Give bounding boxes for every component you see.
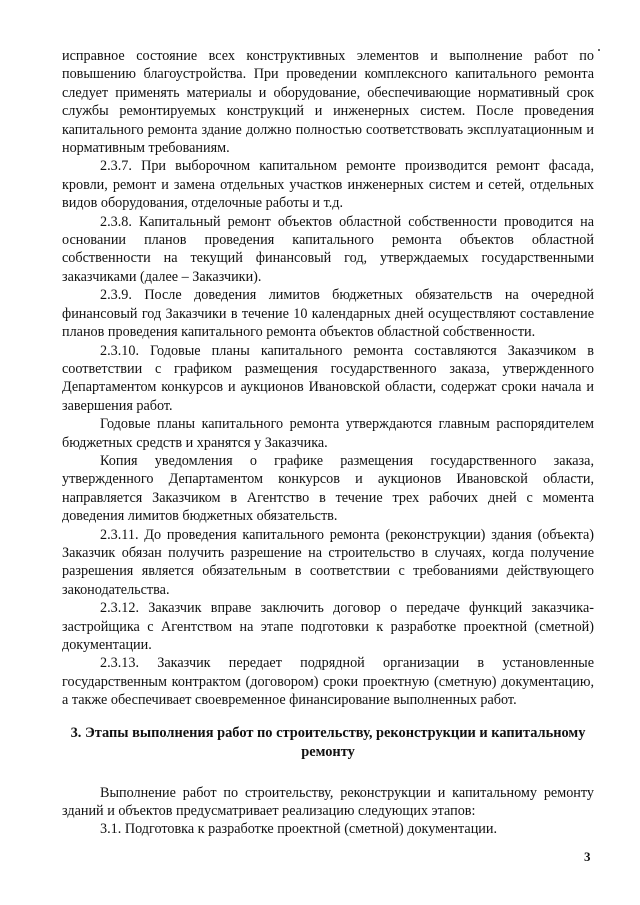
paragraph-2-3-12: 2.3.12. Заказчик вправе заключить договор о передаче функций заказчика-застройщика с Агентством на этапе подготовки к разработке проектной (сметной) документации. xyxy=(62,600,594,653)
page-number: 3 xyxy=(584,849,591,864)
paragraph-2-3-11: 2.3.11. До проведения капитального ремонта (реконструкции) здания (объекта) Заказчик обязан получить разрешение на строительство в случаях, когда получение разрешения является обязательным в соответствии с требованиями действующего законодательства. xyxy=(62,526,594,598)
paragraph-2-3-13: 2.3.13. Заказчик передает подрядной организации в установленные государственным контрактом (договором) сроки проектную (сметную) документацию, а также обеспечивает своевременное финансирование выполненных работ. xyxy=(62,655,594,709)
paragraph-annual-plans-approval: Годовые планы капитального ремонта утверждаются главным распорядителем бюджетных средств и хранятся у Заказчика. xyxy=(62,416,594,451)
paragraph-2-3-9: 2.3.9. После доведения лимитов бюджетных обязательств на очередной финансовый год Заказчики в течение 10 календарных дней осуществляют составление планов проведения капитального ремонта объектов областной собственности. xyxy=(62,287,594,341)
paragraph-3-1: 3.1. Подготовка к разработке проектной (сметной) документации. xyxy=(100,821,498,838)
paragraph-2-3-7: 2.3.7. При выборочном капитальном ремонте производится ремонт фасада, кровли, ремонт и замена отдельных участков инженерных систем и сетей, отдельных видов оборудования, отделочные работы и т.д. xyxy=(62,158,594,212)
paragraph-notification-copy: Копия уведомления о графике размещения государственного заказа, утвержденного Департаментом конкурсов и аукционов Ивановской области, направляется Заказчиком в Агентство в течение трех рабочих дней с момента доведения лимитов бюджетных обязательств. xyxy=(62,452,594,525)
section-spacer xyxy=(62,762,594,784)
paragraph-section-intro: Выполнение работ по строительству, реконструкции и капитальному ремонту зданий и объектов предусматривает реализацию следующих этапов: xyxy=(62,784,594,820)
scan-speck xyxy=(598,49,600,51)
paragraph-2-3-8: 2.3.8. Капитальный ремонт объектов областной собственности проводится на основании планов проведения капитального ремонта объектов областной собственности на текущий финансовый год, утверждаемых государственными заказчиками (далее – Заказчики). xyxy=(62,213,594,285)
paragraph-continuation: исправное состояние всех конструктивных элементов и выполнение работ по повышению благоустройства. При проведении комплексного капитального ремонта следует применять материалы и оборудование, обеспечивающие нормативный срок службы ремонтируемых конструкций и инженерных систем. После проведения капитального ремонта здание должно полностью соответствовать эксплуатационным и нормативным требованиям. xyxy=(62,48,594,157)
document-body xyxy=(62,47,594,839)
paragraph-2-3-10: 2.3.10. Годовые планы капитального ремонта составляются Заказчиком в соответствии с графиком размещения государственного заказа, утвержденного Департаментом конкурсов и аукционов Ивановской области, содержат сроки начала и завершения работ. xyxy=(62,342,594,414)
section-heading: 3. Этапы выполнения работ по строительству, реконструкции и капитальному ремонту xyxy=(70,724,586,760)
